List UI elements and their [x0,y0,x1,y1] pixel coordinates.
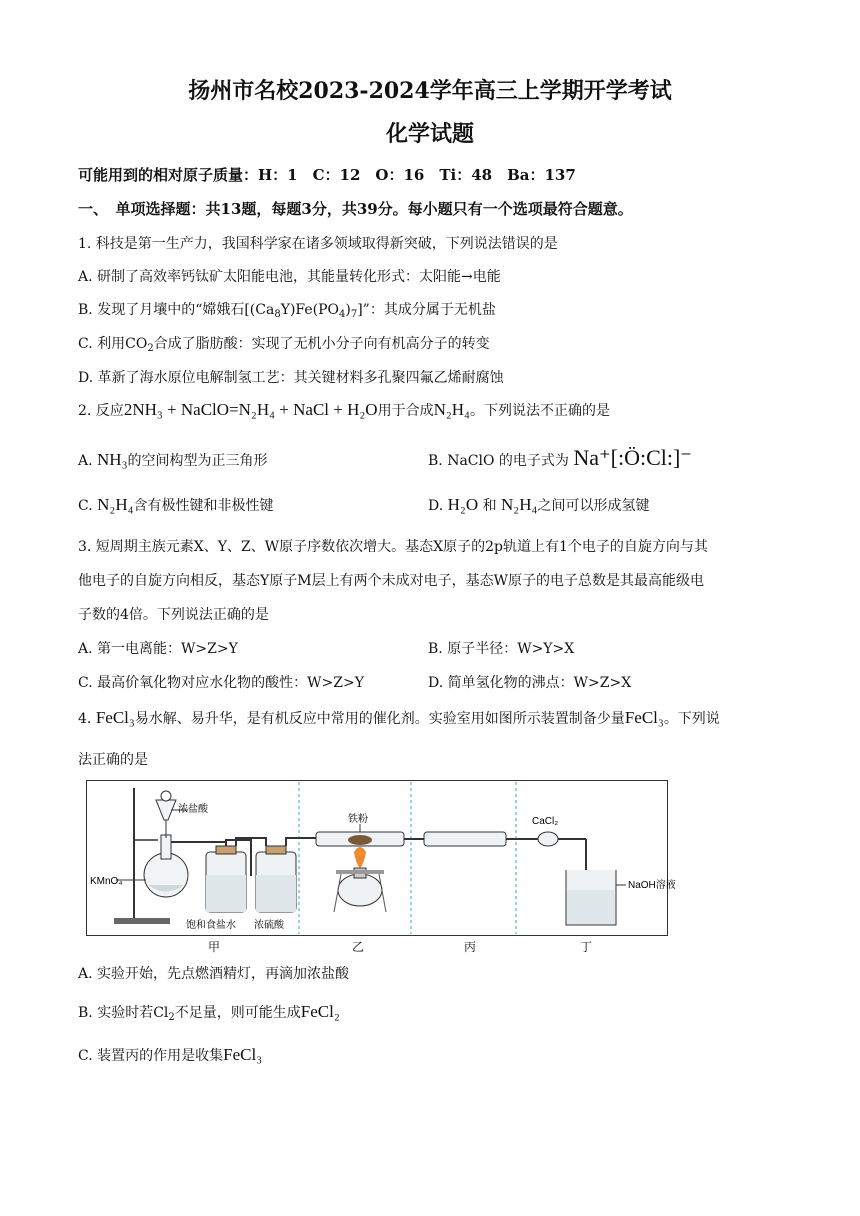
q2-option-c [78,495,274,515]
section-label-ding: 丁 [580,940,593,954]
flame [354,847,366,868]
flask-neck [161,835,171,859]
bottle-stopper [266,846,286,854]
tripod-top [336,870,384,874]
apparatus-figure [86,780,676,936]
iron-powder [348,835,372,845]
collector-tube [424,832,506,846]
q2-stem-text: 用于合成 [377,403,434,419]
bottle-stopper [216,846,236,854]
q4-c-text: C. 装置丙的作用是收集 [78,1048,224,1064]
q2-option-b [428,445,692,471]
q4-option-a: A. 实验开始，先点燃酒精灯，再滴加浓盐酸 [78,966,350,982]
q2-d-text: 之间可以形成氢键 [537,498,650,514]
q3-stem-line: 他电子的自旋方向相反，基态Y原子M层上有两个未成对电子，基态W原子的电子总数是其最高能级电 [78,573,704,589]
naoh-solution [567,890,615,924]
label-cacl2: CaCl₂ [532,816,559,827]
q4-stem-line: 法正确的是 [78,752,148,768]
q4-text: 。下列说 [663,711,720,727]
q2-a-chem: NH₃ [97,450,128,469]
q2-c-text: 含有极性键和非极性键 [133,498,274,514]
q2-lewis-structure: Na⁺[:Ö:Cl:]⁻ [573,445,692,470]
q3-option-b: B. 原子半径：W>Y>X [428,641,575,657]
q1-b-text: B. 发现了月壤中的“嫦娥石[(Ca [78,302,275,318]
stand-base [114,918,170,924]
q4-option-c [78,1045,262,1065]
q2-c-chem: N₂H₄ [97,495,134,514]
q4-c-chem: FeCl₃ [223,1045,263,1064]
drying-tube [538,832,558,846]
section-label-bing: 丙 [464,940,477,954]
q1-c-text: C. 利用CO [78,336,148,352]
q2-stem-text: 。下列说法不正确的是 [470,403,610,419]
q2-a-text: 的空间构型为正三角形 [127,453,268,469]
q1-c-sub: 2 [147,343,154,354]
q2-d-text: 和 [482,498,497,514]
q3-option-d: D. 简单氢化物的沸点：W>Z>X [428,675,632,691]
option-label: D. [428,498,444,514]
q4-b-chem: FeCl₂ [300,1002,340,1021]
q1-b-text: Y)Fe(PO [280,302,339,318]
q1-stem: 1. 科技是第一生产力，我国科学家在诸多领域取得新突破，下列说法错误的是 [78,236,558,252]
q2-stem-text: 2. 反应 [78,403,124,419]
q2-option-d [428,495,649,515]
brine-liquid [206,875,246,912]
page-subtitle: 化学试题 [385,121,474,147]
q1-c-text: 合成了脂肪酸：实现了无机小分子向有机高分子的转变 [153,336,490,352]
q4-b-text: B. 实验时若Cl [78,1005,169,1021]
option-label: A. [78,453,93,469]
q2-d-chem: N₂H₄ [501,495,538,514]
label-hcl: 浓盐酸 [178,804,208,815]
alcohol-lamp [338,874,382,906]
q1-b-sub: 4 [339,309,346,320]
q1-option-d: D. 革新了海水原位电解制氢工艺：其关键材料多孔聚四氟乙烯耐腐蚀 [78,370,504,386]
q4-text: 易水解、易升华，是有机反应中常用的催化剂。实验室用如图所示装置制备少量 [134,711,625,727]
q1-b-text: ]”：其成分属于无机盐 [357,302,496,318]
q4-chem: FeCl₃ [624,708,664,727]
funnel-stopper [161,791,171,801]
acid-liquid [256,875,296,912]
section-label-yi: 乙 [352,940,365,954]
q4-chem: FeCl₃ [95,708,135,727]
q3-option-a: A. 第一电离能：W>Z>Y [78,641,238,657]
q4-number: 4. [78,711,92,727]
section-label-jia: 甲 [208,940,221,954]
section-heading: 一、 单项选择题：共13题，每题3分，共39分。每小题只有一个选项最符合题意。 [78,200,633,218]
page-title: 扬州市名校2023-2024学年高三上学期开学考试 [188,78,672,104]
q2-b-text: B. NaClO 的电子式为 [428,453,569,469]
q1-b-sub: 8 [274,309,281,320]
q1-option-a: A. 研制了高效率钙钛矿太阳能电池，其能量转化形式：太阳能→电能 [78,269,501,285]
q2-reaction: 2NH₃ + NaClO=N₂H₄ + NaCl + H₂O [123,400,378,419]
atomic-masses: 可能用到的相对原子质量：H：1 C：12 O：16 Ti：48 Ba：137 [78,166,576,184]
connecting-tube [286,838,316,846]
q4-stem-line [78,708,720,728]
label-naoh: NaOH溶液 [628,880,676,891]
q2-product: N₂H₄ [433,400,470,419]
q3-option-c: C. 最高价氧化物对应水化物的酸性：W>Z>Y [78,675,364,691]
q4-option-b [78,1002,340,1023]
q3-stem-line: 3. 短周期主族元素X、Y、Z、W原子序数依次增大。基态X原子的2p轨道上有1个电子的自旋方向与其 [78,539,708,555]
q2-d-chem: H₂O [447,495,479,514]
label-iron: 铁粉 [348,814,368,825]
q4-b-sub: 2 [168,1012,175,1023]
q2-stem [78,400,610,420]
q4-b-text: 不足量，则可能生成 [174,1005,301,1021]
q2-option-a [78,450,268,470]
label-brine: 饱和食盐水 [186,920,236,931]
q1-b-text: ) [345,302,351,318]
q1-option-b [78,299,496,320]
label-h2so4: 浓硫酸 [254,920,284,931]
q1-option-c [78,333,490,354]
q1-b-sub: 7 [350,309,358,320]
option-label: C. [78,498,93,514]
q3-stem-line: 子数的4倍。下列说法正确的是 [78,607,269,623]
label-kmno4: KMnO₄ [90,876,123,887]
